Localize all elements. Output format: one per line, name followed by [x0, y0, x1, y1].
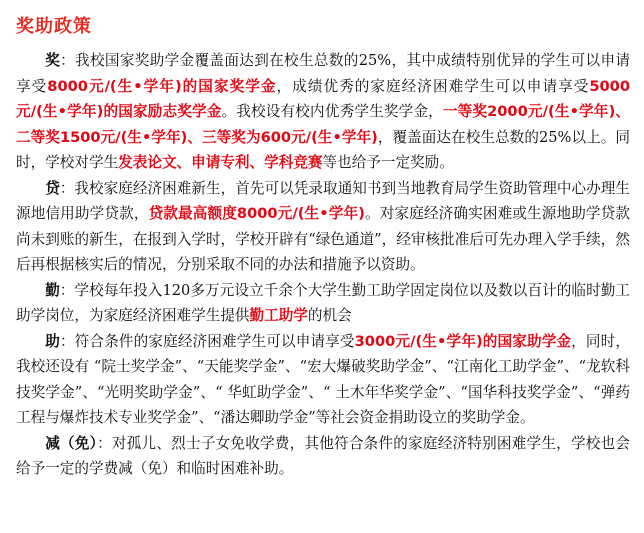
highlight-text: 发表论文、申请专利、学科竞赛 [118, 154, 323, 171]
paragraph-loan [16, 176, 630, 278]
text-run: 等也给予一定奖励。 [322, 154, 454, 171]
text-run: ：我校国家奖助学金覆盖面达到在校生总数的25%，其中成绩特别优异的学生可以申请享受 [16, 52, 630, 95]
text-run: ，成绩优秀的家庭经济困难学生可以申请享受 [276, 77, 590, 95]
paragraph-work-study [16, 278, 630, 329]
text-run: ：符合条件的家庭经济困难学生可以申请享受 [59, 332, 355, 350]
paragraph-lead: 奖 [45, 52, 61, 69]
text-run: ：学校每年投入120多万元设立千余个大学生勤工助学固定岗位以及数以百计的临时勤工助学岗位，为家庭经济困难学生提供 [16, 281, 630, 324]
paragraph-lead: 减（免） [45, 434, 98, 452]
paragraph-lead: 贷 [45, 179, 60, 197]
paragraph-scholarship [16, 48, 630, 176]
text-run: ：我校家庭经济困难新生，首先可以凭录取通知书到当地教育局学生资助管理中心办理生源地信用助学贷款， [16, 179, 630, 222]
page-title: 奖助政策 [16, 16, 92, 37]
text-run: 的机会 [307, 307, 352, 324]
highlight-text: 贷款最高额度8000元/(生•学年) [148, 205, 365, 222]
text-run: ，同时，我校还设有 “院士奖学金”、“天能奖学金”、“宏大爆破奖助学金”、“江南化工助学金”、“龙软科技奖学金”、“光明奖助学金”、“ 华虹助学金”、“ 土木年华奖学金”、“国华科技奖学金”、“弹药工程与爆炸技术专业奖学金”、“潘达卿助学金”等社会资金捐助设立的奖助学金。 [16, 332, 630, 426]
highlight-text: 勤工助学 [249, 307, 308, 324]
paragraph-lead: 助 [45, 332, 60, 350]
highlight-text: 一等奖2000元/(生•学年)、二等奖1500元/(生•学年)、三等奖为600元/(生•学年) [16, 103, 630, 146]
text-run: 。我校设有校内优秀学生奖学金， [221, 103, 443, 120]
paragraph-grant [16, 329, 630, 431]
highlight-text: 5000元/(生•学年)的国家励志奖学金 [16, 77, 630, 120]
text-run: ，覆盖面达在校生总数的25%以上。同时，学校对学生 [16, 128, 630, 171]
text-run: ：对孤儿、烈士子女免收学费，其他符合条件的家庭经济特别困难学生，学校也会给予一定的学费减（免）和临时困难补助。 [16, 434, 630, 477]
highlight-text: 3000元/(生•学年)的国家助学金 [354, 332, 572, 350]
highlight-text: 8000元/(生•学年)的国家奖学金 [47, 77, 277, 95]
paragraph-lead: 勤 [45, 281, 60, 299]
text-run: 。对家庭经济确实困难或生源地助学贷款尚未到账的新生，在报到入学时，学校开辟有“绿色通道”，经审核批准后可先办理入学手续，然后再根据核实后的情况，分别采取不同的办法和措施予以资助。 [16, 205, 630, 273]
paragraph-fee-waiver [16, 431, 630, 482]
